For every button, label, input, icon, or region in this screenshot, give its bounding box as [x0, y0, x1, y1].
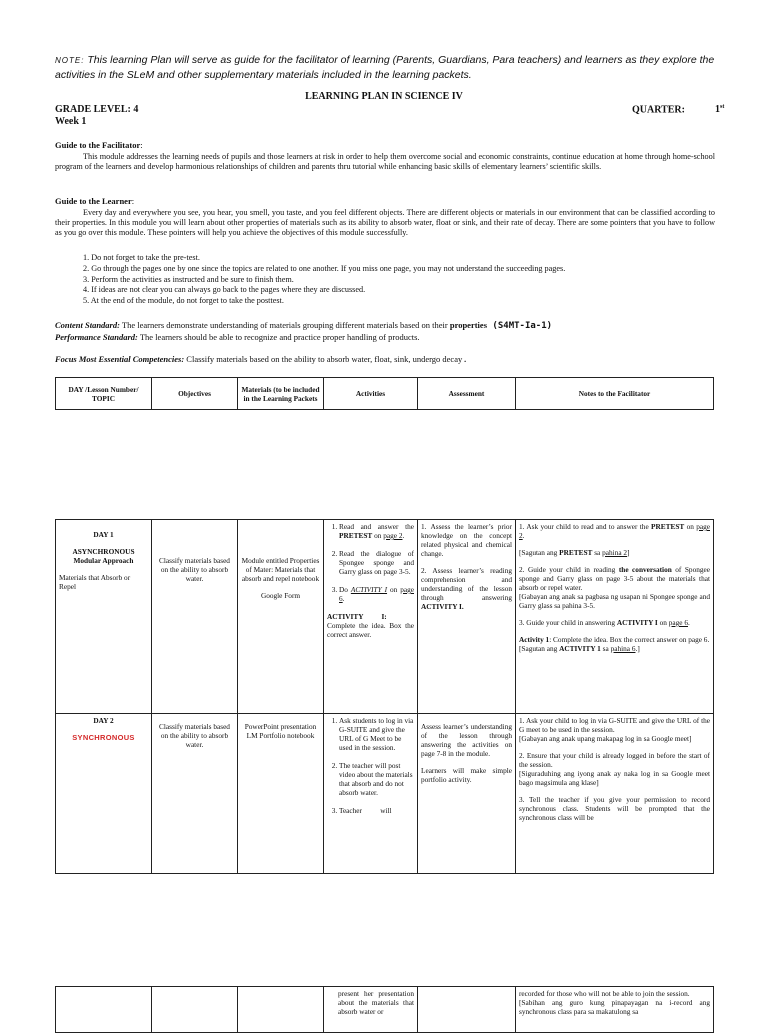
cont-activity: present her presentation about the materials that absorb water or	[338, 989, 414, 1016]
day1-activity-box-text: Complete the idea. Box the correct answer.	[327, 621, 414, 639]
day1-note1-tl-mid: sa	[592, 548, 603, 557]
day1-note4-text: : Complete the idea. Box the correct answer on page 6.	[549, 635, 710, 644]
week-label: Week 1	[55, 116, 87, 127]
quarter-suffix: st	[719, 104, 725, 110]
day1-materials-2: Google Form	[260, 591, 301, 600]
day1-note2-pre: 2. Guide your child in reading	[519, 565, 619, 574]
day1-activity-2: 2. Read the dialogue of Spongee sponge and Garry glass on page 3-5.	[339, 549, 414, 576]
day1-activity-3	[339, 585, 414, 603]
day1-cell	[56, 520, 152, 714]
note-paragraph	[55, 53, 725, 82]
header-materials: Materials (to be included in the Learning Packets	[238, 378, 324, 410]
day1-note-4-tl	[519, 644, 710, 653]
day2-note-1: 1. Ask your child to log in via G-SUITE and give the URL of the G meet to be used in the session.	[519, 716, 710, 734]
header-day: DAY /Lesson Number/ TOPIC	[56, 378, 152, 410]
focus-text: Classify materials based on the ability to absorb water, float, sink, undergo decay	[184, 354, 463, 364]
day1-act3-link: ACTIVITY I	[350, 585, 388, 594]
day2-objective-cell	[152, 714, 238, 874]
day2-materials: PowerPoint presentation LM Portfolio notebook	[244, 722, 317, 740]
day1-act3-end: .	[342, 594, 345, 603]
day2-note-1-tl: [Gabayan ang anak upang makapag log in sa Google meet]	[519, 734, 692, 743]
day1-note1-link: page 2	[519, 522, 710, 540]
note-text: This learning Plan will serve as guide for the facilitator of learning (Parents, Guardians, Para teachers) and learners as they explore the activities in the SLeM and other supplementary materials included in the learning packets.	[55, 54, 715, 81]
pointer-item: 4. If ideas are not clear you can always go back to the pages where they are discussed.	[83, 285, 366, 295]
day1-act1-pre: Read and answer the	[339, 522, 414, 531]
day1-act1-end: .	[402, 531, 405, 540]
content-standard-text: The learners demonstrate understanding of materials grouping different materials based on their	[119, 320, 450, 330]
focus-label: Focus Most Essential Competencies:	[55, 354, 185, 364]
performance-standard	[55, 332, 725, 343]
day2-note-3: 3. Tell the teacher if you give your permission to record synchronous class. Students will be prompted that the synchronous class will be	[519, 795, 710, 822]
day2-activities-cell	[324, 714, 418, 874]
day2-assess-1: Assess learner’s understanding of the lesson through answering the activities on page 7-8 in the module.	[421, 722, 512, 758]
learner-body: Every day and everywhere you see, you hear, you smell, you taste, and you feel different objects. There are different objects or materials in our environment that can be classified according to their properties. In this module you will learn about other properties of materials such as its ability to absorb water, float or sink, and their rate of decay. There are some pointers that you have to follow as you go over this module. These pointers will help you achieve the objectives of this module successfully.	[55, 208, 715, 238]
plan-table-continuation	[55, 986, 714, 1033]
day1-activity-1	[339, 522, 414, 540]
content-standard	[55, 320, 725, 332]
day1-objective: Classify materials based on the ability to absorb water.	[159, 556, 230, 583]
cont-day-cell	[56, 987, 152, 1033]
performance-standard-text: The learners should be able to recognize and practice proper handling of products.	[137, 332, 420, 342]
learner-text	[55, 208, 715, 239]
table-row	[56, 520, 714, 714]
day1-note4-tl-pre: [Sagutan ang	[519, 644, 560, 653]
plan-table	[55, 519, 714, 874]
pointer-item: 2. Go through the pages one by one since the topics are related to one another. If you miss one page, you may not understand the succeeding pages.	[83, 263, 566, 273]
day2-activity-3: 3. Teacher will	[339, 806, 414, 815]
facilitator-heading-text: Guide to the Facilitator	[55, 140, 141, 150]
day1-note1-end: .	[522, 531, 525, 540]
day1-activities-cell	[324, 520, 418, 714]
performance-standard-label: Performance Standard:	[55, 332, 138, 342]
day2-note-2: 2. Ensure that your child is already logged in before the start of the session.	[519, 751, 710, 769]
day1-note3-link: page 6	[668, 618, 688, 627]
day1-note4-tl-end: .]	[635, 644, 640, 653]
pointer-item: 3. Perform the activities as instructed and be sure to finish them.	[83, 274, 294, 284]
pointer-item: 1. Do not forget to take the pre-test.	[83, 253, 200, 262]
day1-note-2	[519, 565, 710, 592]
day1-note1-tl-bold: PRETEST	[559, 548, 593, 557]
day1-note1-pre: 1. Ask your child to read and to answer the	[519, 522, 652, 531]
day1-note-1-tl	[519, 548, 710, 557]
plan-header-table	[55, 377, 714, 410]
day2-assess-2: Learners will make simple portfolio activity.	[421, 766, 512, 784]
day2-mode: SYNCHRONOUS	[72, 733, 135, 742]
quarter	[632, 104, 724, 115]
quarter-value: 1	[714, 104, 720, 116]
day2-cell	[56, 714, 152, 874]
day1-note1-bold: PRETEST	[651, 522, 685, 531]
cont-notes-cell	[516, 987, 714, 1033]
facilitator-heading	[55, 140, 143, 150]
day1-act3-mid: on	[387, 585, 401, 594]
cont-assessment-cell	[418, 987, 516, 1033]
header-objectives: Objectives	[152, 378, 238, 410]
day1-note-4	[519, 635, 710, 644]
day1-note-1	[519, 522, 710, 540]
day1-note2-bold: the conversation	[618, 565, 672, 574]
day2-activity-2: 2. The teacher will post video about the materials that absorb and do not absorb water.	[339, 761, 414, 797]
day1-note4-bold: Activity 1	[519, 635, 550, 644]
content-standard-code: (S4MT-Ia-1)	[487, 321, 553, 331]
table-row	[56, 714, 714, 874]
day1-note3-end: .	[687, 618, 690, 627]
day1-objective-cell	[152, 520, 238, 714]
day1-materials-cell	[238, 520, 324, 714]
day1-act3-link2: page 6	[339, 585, 414, 603]
day1-note2-mid: of Spongee sponge and Garry glass on page 3-5 about the materials that absorb or repel water.	[519, 565, 710, 592]
day1-activity-box-title: ACTIVITY I:	[327, 612, 387, 621]
cont-activities-cell	[324, 987, 418, 1033]
day2-materials-cell	[238, 714, 324, 874]
day1-note1-tl-end: ]	[627, 548, 630, 557]
day1-note-3	[519, 618, 710, 627]
day1-note3-pre: 3. Guide your child in answering	[519, 618, 617, 627]
grade-level: GRADE LEVEL: 4	[55, 104, 139, 115]
day1-note1-tl-pre: [Sagutan ang	[519, 548, 560, 557]
header-assessment: Assessment	[418, 378, 516, 410]
facilitator-body: This module addresses the learning needs of pupils and those learners at risk in order to help them overcome social and economic constraints, continue education at home through home-school program of the learners and develop harmonious relationships of children and parents thru tutorial while enhancing basic skills of elementary learners’ scientific skills.	[55, 152, 715, 172]
focus-competencies	[55, 354, 725, 365]
day2-objective: Classify materials based on the ability to absorb water.	[159, 722, 230, 749]
day1-assess-1: 1. Assess the learner’s prior knowledge on the concept related physical and chemical change.	[421, 522, 512, 558]
content-standard-bold: properties	[449, 320, 488, 330]
header-notes: Notes to the Facilitator	[516, 378, 714, 410]
cont-note-tl: [Sabihan ang guro kung pinapayagan na i-record ang synchronous class para sa makatulong sa	[519, 998, 710, 1016]
day1-notes-cell	[516, 520, 714, 714]
learner-heading	[55, 196, 134, 206]
day1-note1-mid: on	[684, 522, 697, 531]
day1-materials: Module entitled Properties of Mater: Materials that absorb and repel notebook	[241, 556, 320, 583]
day1-act1-mid: on	[372, 531, 384, 540]
day1-act1-link: page 2	[383, 531, 403, 540]
day1-mode: ASYNCHRONOUS Modular Approach	[72, 547, 135, 565]
day1-note3-bold: ACTIVITY I	[616, 618, 658, 627]
facilitator-text	[55, 152, 715, 172]
day1-assessment-cell	[418, 520, 516, 714]
day1-assess-2	[421, 566, 512, 611]
day1-assess2-bold: ACTIVITY I.	[421, 602, 464, 611]
pointer-list	[83, 253, 723, 307]
day1-note4-tl-link: pahina 6	[610, 644, 636, 653]
cont-materials-cell	[238, 987, 324, 1033]
day1-act3-pre: Do	[339, 585, 351, 594]
note-label: NOTE:	[55, 56, 85, 65]
day2-activity-1: 1. Ask students to log in via G-SUITE and give the URL of G Meet to be used in the session.	[339, 716, 414, 752]
day1-assess2-pre: 2. Assess learner’s reading comprehension and understanding of the lesson through answering	[421, 566, 512, 602]
day1-note1-tl-link: pahina 2	[602, 548, 628, 557]
day1-act1-bold: PRETEST	[339, 531, 373, 540]
facilitator-colon: :	[140, 140, 143, 150]
page-title: LEARNING PLAN IN SCIENCE IV	[305, 91, 463, 102]
cont-objective-cell	[152, 987, 238, 1033]
day1-topic: Materials that Absorb or Repel	[59, 573, 131, 591]
content-standard-label: Content Standard:	[55, 320, 120, 330]
day2-note-2-tl: [Siguraduhing ang iyong anak ay naka log in sa Google meet bago magsimula ang klase]	[519, 769, 710, 787]
day1-note4-tl-mid: sa	[600, 644, 611, 653]
day2-assessment-cell	[418, 714, 516, 874]
header-activities: Activities	[324, 378, 418, 410]
day2-notes-cell	[516, 714, 714, 874]
day2-label: DAY 2	[93, 716, 114, 725]
quarter-label: QUARTER:	[632, 104, 685, 116]
day1-note4-tl-bold: ACTIVITY 1	[559, 644, 601, 653]
focus-tail: .	[462, 354, 467, 364]
day1-label: DAY 1	[93, 530, 114, 539]
table-row	[56, 987, 714, 1033]
learner-heading-text: Guide to the Learner	[55, 196, 132, 206]
cont-note: recorded for those who will not be able to join the session.	[519, 989, 690, 998]
pointer-item: 5. At the end of the module, do not forget to take the posttest.	[83, 296, 284, 306]
learner-colon: :	[131, 196, 135, 206]
day1-note-2-tl: [Gabayan ang anak sa pagbasa ng usapan ni Spongee sponge and Garry glass sa pahina 3-5.	[519, 592, 710, 610]
day1-note3-mid: on	[657, 618, 669, 627]
